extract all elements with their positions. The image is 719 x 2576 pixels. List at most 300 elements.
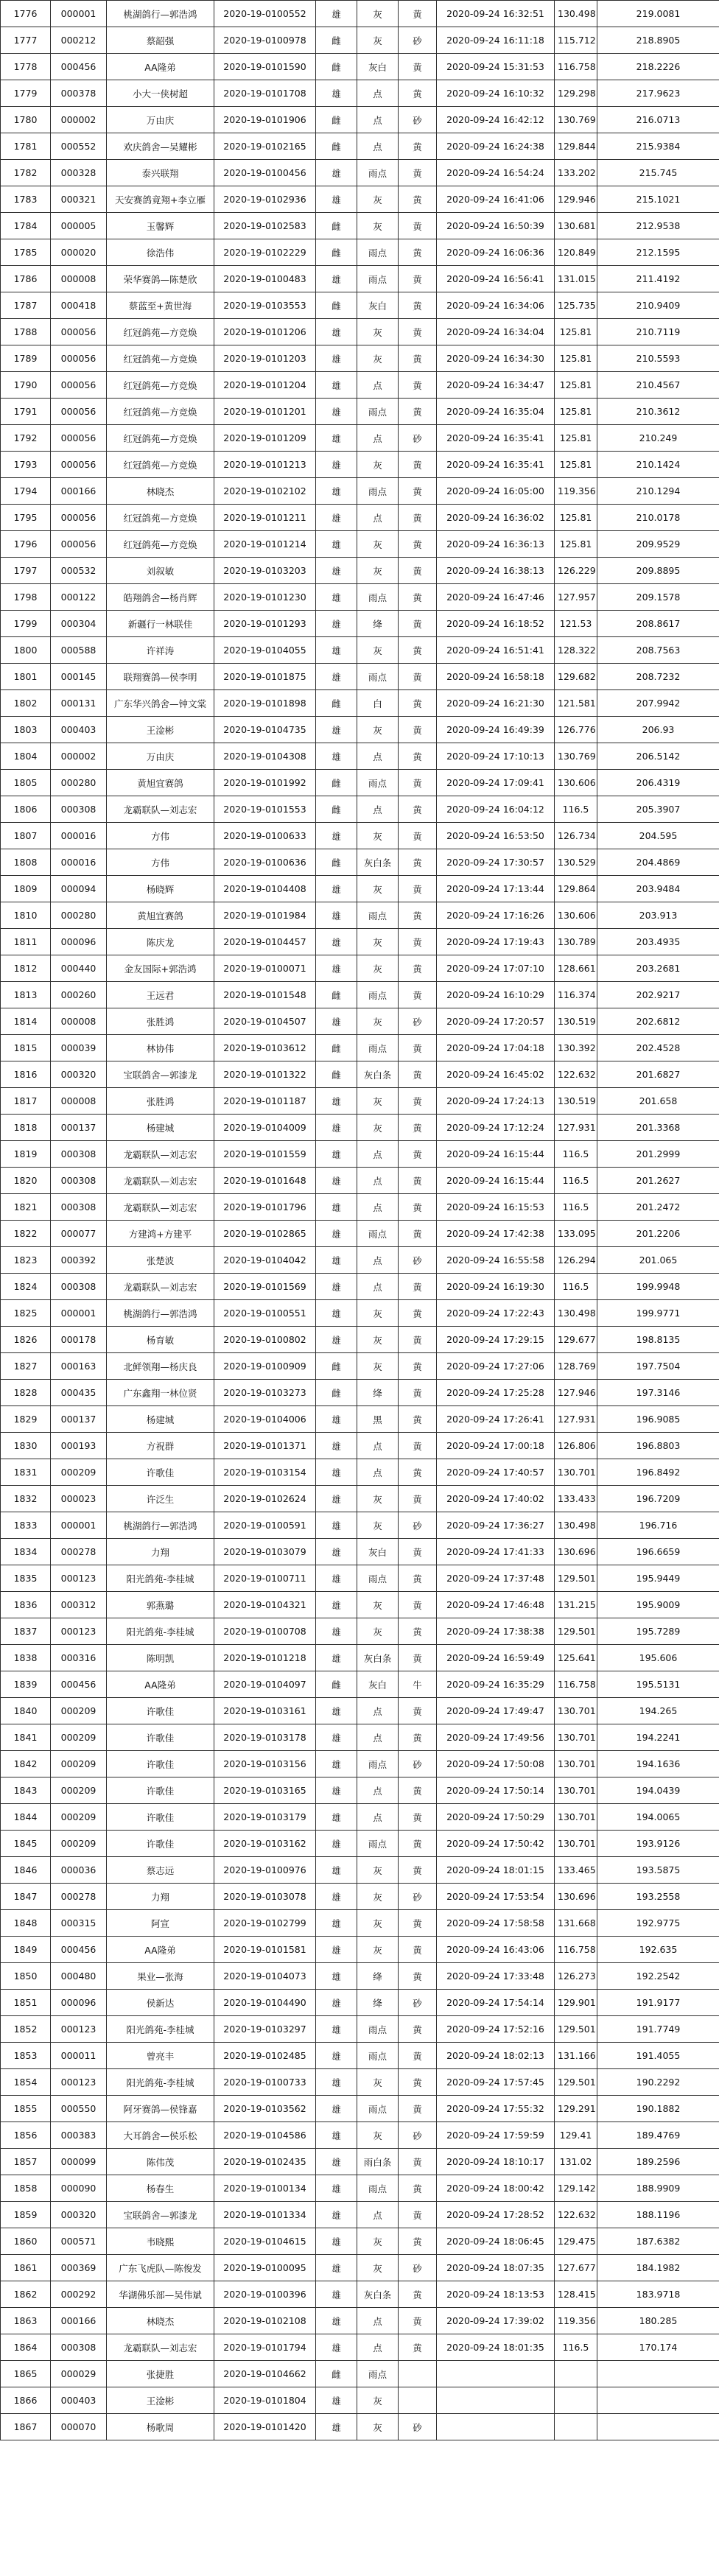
sex-cell: 雄: [316, 2149, 357, 2175]
ring-number-cell: 2020-19-0102435: [214, 2149, 316, 2175]
member-id-cell: 000532: [51, 558, 107, 584]
eye-color-cell: 黄: [399, 1274, 437, 1300]
member-id-cell: 000096: [51, 929, 107, 955]
rank-cell: 1814: [1, 1008, 51, 1035]
rank-cell: 1811: [1, 929, 51, 955]
eye-color-cell: 黄: [399, 345, 437, 372]
rank-cell: 1820: [1, 1168, 51, 1194]
arrival-time-cell: 2020-09-24 17:58:58: [437, 1910, 555, 1937]
name-cell: 新疆行一林联佳: [107, 611, 214, 637]
sex-cell: 雌: [316, 107, 357, 133]
distance-cell: 125.81: [555, 425, 597, 452]
name-cell: 广东鑫翔一林位贤: [107, 1380, 214, 1406]
name-cell: 阳光鸽苑-李桂城: [107, 2016, 214, 2043]
sex-cell: 雄: [316, 1486, 357, 1512]
distance-cell: 130.529: [555, 849, 597, 876]
feather-color-cell: 点: [357, 1168, 399, 1194]
arrival-time-cell: 2020-09-24 17:27:06: [437, 1353, 555, 1380]
feather-color-cell: 绛: [357, 611, 399, 637]
speed-cell: 192.2542: [597, 1963, 719, 1990]
speed-cell: 212.1595: [597, 239, 719, 266]
rank-cell: 1799: [1, 611, 51, 637]
member-id-cell: 000077: [51, 1221, 107, 1247]
table-row: [1, 558, 719, 584]
distance-cell: 129.41: [555, 2122, 597, 2149]
member-id-cell: 000178: [51, 1327, 107, 1353]
table-row: [1, 2281, 719, 2308]
member-id-cell: 000001: [51, 1300, 107, 1327]
distance-cell: 119.356: [555, 2308, 597, 2334]
name-cell: 侯新达: [107, 1990, 214, 2016]
name-cell: 许歌佳: [107, 1777, 214, 1804]
speed-cell: 191.9177: [597, 1990, 719, 2016]
arrival-time-cell: 2020-09-24 17:52:16: [437, 2016, 555, 2043]
feather-color-cell: 灰: [357, 1910, 399, 1937]
ring-number-cell: 2020-19-0103562: [214, 2096, 316, 2122]
eye-color-cell: 黄: [399, 876, 437, 902]
arrival-time-cell: 2020-09-24 17:37:48: [437, 1565, 555, 1592]
speed-cell: [597, 2387, 719, 2414]
feather-color-cell: 雨点: [357, 770, 399, 796]
speed-cell: 210.5593: [597, 345, 719, 372]
name-cell: 万由庆: [107, 743, 214, 770]
member-id-cell: 000094: [51, 876, 107, 902]
feather-color-cell: 灰: [357, 1327, 399, 1353]
eye-color-cell: 黄: [399, 637, 437, 664]
member-id-cell: 000456: [51, 54, 107, 80]
rank-cell: 1863: [1, 2308, 51, 2334]
sex-cell: 雄: [316, 160, 357, 186]
feather-color-cell: 白: [357, 690, 399, 717]
feather-color-cell: 雨点: [357, 399, 399, 425]
distance-cell: 130.769: [555, 107, 597, 133]
sex-cell: 雄: [316, 425, 357, 452]
sex-cell: 雌: [316, 1353, 357, 1380]
feather-color-cell: 灰: [357, 2122, 399, 2149]
member-id-cell: 000308: [51, 2334, 107, 2361]
eye-color-cell: 黄: [399, 239, 437, 266]
ring-number-cell: 2020-19-0100802: [214, 1327, 316, 1353]
distance-cell: 129.901: [555, 1990, 597, 2016]
sex-cell: 雌: [316, 1061, 357, 1088]
distance-cell: 129.291: [555, 2096, 597, 2122]
distance-cell: 130.701: [555, 1777, 597, 1804]
speed-cell: 201.2999: [597, 1141, 719, 1168]
arrival-time-cell: 2020-09-24 17:33:48: [437, 1963, 555, 1990]
arrival-time-cell: 2020-09-24 17:25:28: [437, 1380, 555, 1406]
speed-cell: 190.2292: [597, 2069, 719, 2096]
member-id-cell: 000070: [51, 2414, 107, 2440]
member-id-cell: 000312: [51, 1592, 107, 1618]
sex-cell: 雄: [316, 611, 357, 637]
arrival-time-cell: 2020-09-24 17:07:10: [437, 955, 555, 982]
sex-cell: 雌: [316, 54, 357, 80]
member-id-cell: 000403: [51, 717, 107, 743]
rank-cell: 1845: [1, 1831, 51, 1857]
table-row: [1, 1168, 719, 1194]
feather-color-cell: 雨点: [357, 1221, 399, 1247]
arrival-time-cell: 2020-09-24 17:40:57: [437, 1459, 555, 1486]
member-id-cell: 000131: [51, 690, 107, 717]
ring-number-cell: 2020-19-0100483: [214, 266, 316, 292]
feather-color-cell: 雨点: [357, 1035, 399, 1061]
arrival-time-cell: 2020-09-24 16:15:53: [437, 1194, 555, 1221]
sex-cell: 雄: [316, 1990, 357, 2016]
ring-number-cell: 2020-19-0103179: [214, 1804, 316, 1831]
sex-cell: 雄: [316, 2387, 357, 2414]
arrival-time-cell: 2020-09-24 15:31:53: [437, 54, 555, 80]
table-row: [1, 1592, 719, 1618]
ring-number-cell: 2020-19-0102108: [214, 2308, 316, 2334]
member-id-cell: 000056: [51, 345, 107, 372]
distance-cell: 133.095: [555, 1221, 597, 1247]
table-row: [1, 1618, 719, 1645]
eye-color-cell: 黄: [399, 1618, 437, 1645]
arrival-time-cell: 2020-09-24 16:53:50: [437, 823, 555, 849]
speed-cell: 180.285: [597, 2308, 719, 2334]
ring-number-cell: 2020-19-0101218: [214, 1645, 316, 1671]
rank-cell: 1850: [1, 1963, 51, 1990]
speed-cell: 193.9126: [597, 1831, 719, 1857]
table-row: [1, 637, 719, 664]
rank-cell: 1833: [1, 1512, 51, 1539]
ring-number-cell: 2020-19-0103162: [214, 1831, 316, 1857]
arrival-time-cell: 2020-09-24 17:16:26: [437, 902, 555, 929]
arrival-time-cell: 2020-09-24 16:11:18: [437, 27, 555, 54]
table-row: [1, 1061, 719, 1088]
distance-cell: 125.81: [555, 319, 597, 345]
feather-color-cell: 点: [357, 133, 399, 160]
eye-color-cell: 黄: [399, 1963, 437, 1990]
distance-cell: 119.356: [555, 478, 597, 505]
name-cell: 红冠鸽苑—方竞焕: [107, 505, 214, 531]
distance-cell: 122.632: [555, 2202, 597, 2228]
sex-cell: 雄: [316, 717, 357, 743]
ring-number-cell: 2020-19-0101569: [214, 1274, 316, 1300]
distance-cell: 130.498: [555, 1512, 597, 1539]
member-id-cell: 000096: [51, 1990, 107, 2016]
table-row: [1, 186, 719, 213]
sex-cell: 雄: [316, 929, 357, 955]
speed-cell: 199.9948: [597, 1274, 719, 1300]
name-cell: 宝联鸽舍—郭漆龙: [107, 2202, 214, 2228]
speed-cell: 193.2558: [597, 1884, 719, 1910]
name-cell: 陈明凯: [107, 1645, 214, 1671]
sex-cell: 雌: [316, 690, 357, 717]
distance-cell: 125.81: [555, 399, 597, 425]
table-row: [1, 1459, 719, 1486]
eye-color-cell: 黄: [399, 1168, 437, 1194]
table-row: [1, 876, 719, 902]
name-cell: 许祥涛: [107, 637, 214, 664]
speed-cell: 192.9775: [597, 1910, 719, 1937]
name-cell: 红冠鸽苑—方竞焕: [107, 531, 214, 558]
speed-cell: 194.0065: [597, 1804, 719, 1831]
name-cell: 龙霸联队—刘志宏: [107, 2334, 214, 2361]
speed-cell: 209.9529: [597, 531, 719, 558]
member-id-cell: 000280: [51, 770, 107, 796]
name-cell: 张胜鸿: [107, 1008, 214, 1035]
speed-cell: 192.635: [597, 1937, 719, 1963]
feather-color-cell: 雨点: [357, 2016, 399, 2043]
rank-cell: 1783: [1, 186, 51, 213]
ring-number-cell: 2020-19-0101796: [214, 1194, 316, 1221]
feather-color-cell: 雨点: [357, 2096, 399, 2122]
feather-color-cell: 灰: [357, 1512, 399, 1539]
arrival-time-cell: 2020-09-24 16:34:06: [437, 292, 555, 319]
name-cell: 徐浩伟: [107, 239, 214, 266]
rank-cell: 1805: [1, 770, 51, 796]
eye-color-cell: 黄: [399, 2043, 437, 2069]
arrival-time-cell: 2020-09-24 17:50:14: [437, 1777, 555, 1804]
sex-cell: 雄: [316, 2069, 357, 2096]
member-id-cell: 000209: [51, 1459, 107, 1486]
distance-cell: 130.498: [555, 1, 597, 27]
table-row: [1, 2122, 719, 2149]
table-row: [1, 80, 719, 107]
ring-number-cell: 2020-19-0100134: [214, 2175, 316, 2202]
table-row: [1, 345, 719, 372]
sex-cell: 雄: [316, 1565, 357, 1592]
ring-number-cell: 2020-19-0101804: [214, 2387, 316, 2414]
distance-cell: 129.142: [555, 2175, 597, 2202]
sex-cell: 雄: [316, 1777, 357, 1804]
ring-number-cell: 2020-19-0101553: [214, 796, 316, 823]
arrival-time-cell: 2020-09-24 18:07:35: [437, 2255, 555, 2281]
table-row: [1, 1486, 719, 1512]
table-row: [1, 1088, 719, 1115]
member-id-cell: 000328: [51, 160, 107, 186]
name-cell: 龙霸联队—刘志宏: [107, 796, 214, 823]
table-row: [1, 611, 719, 637]
table-row: [1, 1990, 719, 2016]
speed-cell: 203.913: [597, 902, 719, 929]
sex-cell: 雄: [316, 1698, 357, 1724]
feather-color-cell: 灰: [357, 1592, 399, 1618]
feather-color-cell: 灰: [357, 1486, 399, 1512]
table-row: [1, 770, 719, 796]
feather-color-cell: 灰: [357, 1618, 399, 1645]
sex-cell: 雄: [316, 1274, 357, 1300]
speed-cell: 209.8895: [597, 558, 719, 584]
name-cell: 小大一侠树超: [107, 80, 214, 107]
eye-color-cell: 黄: [399, 1406, 437, 1433]
distance-cell: 129.677: [555, 1327, 597, 1353]
member-id-cell: 000056: [51, 372, 107, 399]
ring-number-cell: 2020-19-0104662: [214, 2361, 316, 2387]
member-id-cell: 000209: [51, 1804, 107, 1831]
sex-cell: 雌: [316, 133, 357, 160]
ring-number-cell: 2020-19-0101581: [214, 1937, 316, 1963]
distance-cell: 129.946: [555, 186, 597, 213]
rank-cell: 1784: [1, 213, 51, 239]
member-id-cell: 000056: [51, 452, 107, 478]
distance-cell: 116.5: [555, 1141, 597, 1168]
name-cell: 桃湖鸽行—郭浩鸿: [107, 1512, 214, 1539]
sex-cell: 雌: [316, 1035, 357, 1061]
arrival-time-cell: 2020-09-24 16:34:04: [437, 319, 555, 345]
feather-color-cell: 灰: [357, 2255, 399, 2281]
table-row: [1, 1247, 719, 1274]
ring-number-cell: 2020-19-0100733: [214, 2069, 316, 2096]
table-row: [1, 266, 719, 292]
table-row: [1, 1115, 719, 1141]
table-row: [1, 319, 719, 345]
member-id-cell: 000002: [51, 743, 107, 770]
arrival-time-cell: 2020-09-24 17:39:02: [437, 2308, 555, 2334]
table-row: [1, 239, 719, 266]
name-cell: 陈伟茂: [107, 2149, 214, 2175]
sex-cell: 雄: [316, 1088, 357, 1115]
arrival-time-cell: 2020-09-24 17:50:42: [437, 1831, 555, 1857]
member-id-cell: 000260: [51, 982, 107, 1008]
eye-color-cell: 黄: [399, 2228, 437, 2255]
arrival-time-cell: 2020-09-24 16:35:41: [437, 425, 555, 452]
name-cell: 龙霸联队—刘志宏: [107, 1274, 214, 1300]
feather-color-cell: 灰白条: [357, 1061, 399, 1088]
feather-color-cell: 点: [357, 1274, 399, 1300]
arrival-time-cell: 2020-09-24 16:24:38: [437, 133, 555, 160]
name-cell: 张捷胜: [107, 2361, 214, 2387]
feather-color-cell: 点: [357, 425, 399, 452]
member-id-cell: 000099: [51, 2149, 107, 2175]
sex-cell: 雄: [316, 2096, 357, 2122]
feather-color-cell: 雨点: [357, 902, 399, 929]
distance-cell: 116.5: [555, 2334, 597, 2361]
ring-number-cell: 2020-19-0101648: [214, 1168, 316, 1194]
sex-cell: 雄: [316, 1008, 357, 1035]
speed-cell: 190.1882: [597, 2096, 719, 2122]
rank-cell: 1848: [1, 1910, 51, 1937]
ring-number-cell: 2020-19-0104321: [214, 1592, 316, 1618]
distance-cell: 130.606: [555, 770, 597, 796]
speed-cell: 197.3146: [597, 1380, 719, 1406]
name-cell: 许歌佳: [107, 1804, 214, 1831]
ring-number-cell: 2020-19-0104408: [214, 876, 316, 902]
table-row: [1, 955, 719, 982]
arrival-time-cell: 2020-09-24 17:59:59: [437, 2122, 555, 2149]
ring-number-cell: 2020-19-0103078: [214, 1884, 316, 1910]
distance-cell: 129.844: [555, 133, 597, 160]
member-id-cell: 000278: [51, 1884, 107, 1910]
eye-color-cell: 黄: [399, 823, 437, 849]
name-cell: 杨建城: [107, 1406, 214, 1433]
distance-cell: 130.498: [555, 1300, 597, 1327]
speed-cell: 196.7209: [597, 1486, 719, 1512]
member-id-cell: 000209: [51, 1724, 107, 1751]
ring-number-cell: 2020-19-0102799: [214, 1910, 316, 1937]
speed-cell: 204.595: [597, 823, 719, 849]
distance-cell: 126.734: [555, 823, 597, 849]
rank-cell: 1832: [1, 1486, 51, 1512]
rank-cell: 1789: [1, 345, 51, 372]
feather-color-cell: 灰: [357, 1088, 399, 1115]
rank-cell: 1794: [1, 478, 51, 505]
distance-cell: 130.696: [555, 1539, 597, 1565]
member-id-cell: 000315: [51, 1910, 107, 1937]
member-id-cell: 000308: [51, 1274, 107, 1300]
speed-cell: 199.9771: [597, 1300, 719, 1327]
table-row: [1, 2149, 719, 2175]
eye-color-cell: 黄: [399, 770, 437, 796]
member-id-cell: 000123: [51, 1618, 107, 1645]
ring-number-cell: 2020-19-0100978: [214, 27, 316, 54]
speed-cell: 209.1578: [597, 584, 719, 611]
eye-color-cell: 黄: [399, 54, 437, 80]
eye-color-cell: 砂: [399, 1512, 437, 1539]
distance-cell: 131.02: [555, 2149, 597, 2175]
member-id-cell: 000137: [51, 1406, 107, 1433]
speed-cell: 206.4319: [597, 770, 719, 796]
sex-cell: 雄: [316, 2255, 357, 2281]
speed-cell: 189.4769: [597, 2122, 719, 2149]
rank-cell: 1830: [1, 1433, 51, 1459]
arrival-time-cell: 2020-09-24 17:04:18: [437, 1035, 555, 1061]
rank-cell: 1858: [1, 2175, 51, 2202]
table-row: [1, 2096, 719, 2122]
speed-cell: 218.2226: [597, 54, 719, 80]
distance-cell: 125.81: [555, 531, 597, 558]
ring-number-cell: 2020-19-0103079: [214, 1539, 316, 1565]
feather-color-cell: 灰: [357, 27, 399, 54]
feather-color-cell: 雨点: [357, 160, 399, 186]
distance-cell: 125.81: [555, 505, 597, 531]
ring-number-cell: 2020-19-0101992: [214, 770, 316, 796]
distance-cell: 126.229: [555, 558, 597, 584]
eye-color-cell: 黄: [399, 902, 437, 929]
distance-cell: 130.681: [555, 213, 597, 239]
rank-cell: 1831: [1, 1459, 51, 1486]
eye-color-cell: 黄: [399, 2096, 437, 2122]
sex-cell: 雄: [316, 1, 357, 27]
name-cell: 北鲜领翔—杨庆良: [107, 1353, 214, 1380]
sex-cell: 雄: [316, 1433, 357, 1459]
table-row: [1, 478, 719, 505]
distance-cell: 128.661: [555, 955, 597, 982]
table-row: [1, 1300, 719, 1327]
eye-color-cell: 黄: [399, 319, 437, 345]
sex-cell: 雄: [316, 823, 357, 849]
sex-cell: 雌: [316, 770, 357, 796]
feather-color-cell: 点: [357, 80, 399, 107]
rank-cell: 1849: [1, 1937, 51, 1963]
ring-number-cell: 2020-19-0102165: [214, 133, 316, 160]
arrival-time-cell: 2020-09-24 16:04:12: [437, 796, 555, 823]
name-cell: 方祝群: [107, 1433, 214, 1459]
name-cell: 林协伟: [107, 1035, 214, 1061]
arrival-time-cell: 2020-09-24 16:15:44: [437, 1141, 555, 1168]
table-row: [1, 823, 719, 849]
arrival-time-cell: 2020-09-24 16:43:06: [437, 1937, 555, 1963]
member-id-cell: 000122: [51, 584, 107, 611]
member-id-cell: 000320: [51, 2202, 107, 2228]
rank-cell: 1813: [1, 982, 51, 1008]
ring-number-cell: 2020-19-0104457: [214, 929, 316, 955]
distance-cell: 129.475: [555, 2228, 597, 2255]
name-cell: 红冠鸽苑—方竞焕: [107, 372, 214, 399]
eye-color-cell: 黄: [399, 2281, 437, 2308]
arrival-time-cell: 2020-09-24 17:53:54: [437, 1884, 555, 1910]
speed-cell: 196.8492: [597, 1459, 719, 1486]
sex-cell: 雄: [316, 1592, 357, 1618]
eye-color-cell: 砂: [399, 1990, 437, 2016]
speed-cell: 187.6382: [597, 2228, 719, 2255]
sex-cell: 雄: [316, 902, 357, 929]
table-row: [1, 1141, 719, 1168]
sex-cell: 雄: [316, 505, 357, 531]
feather-color-cell: 灰: [357, 2387, 399, 2414]
arrival-time-cell: 2020-09-24 17:22:43: [437, 1300, 555, 1327]
